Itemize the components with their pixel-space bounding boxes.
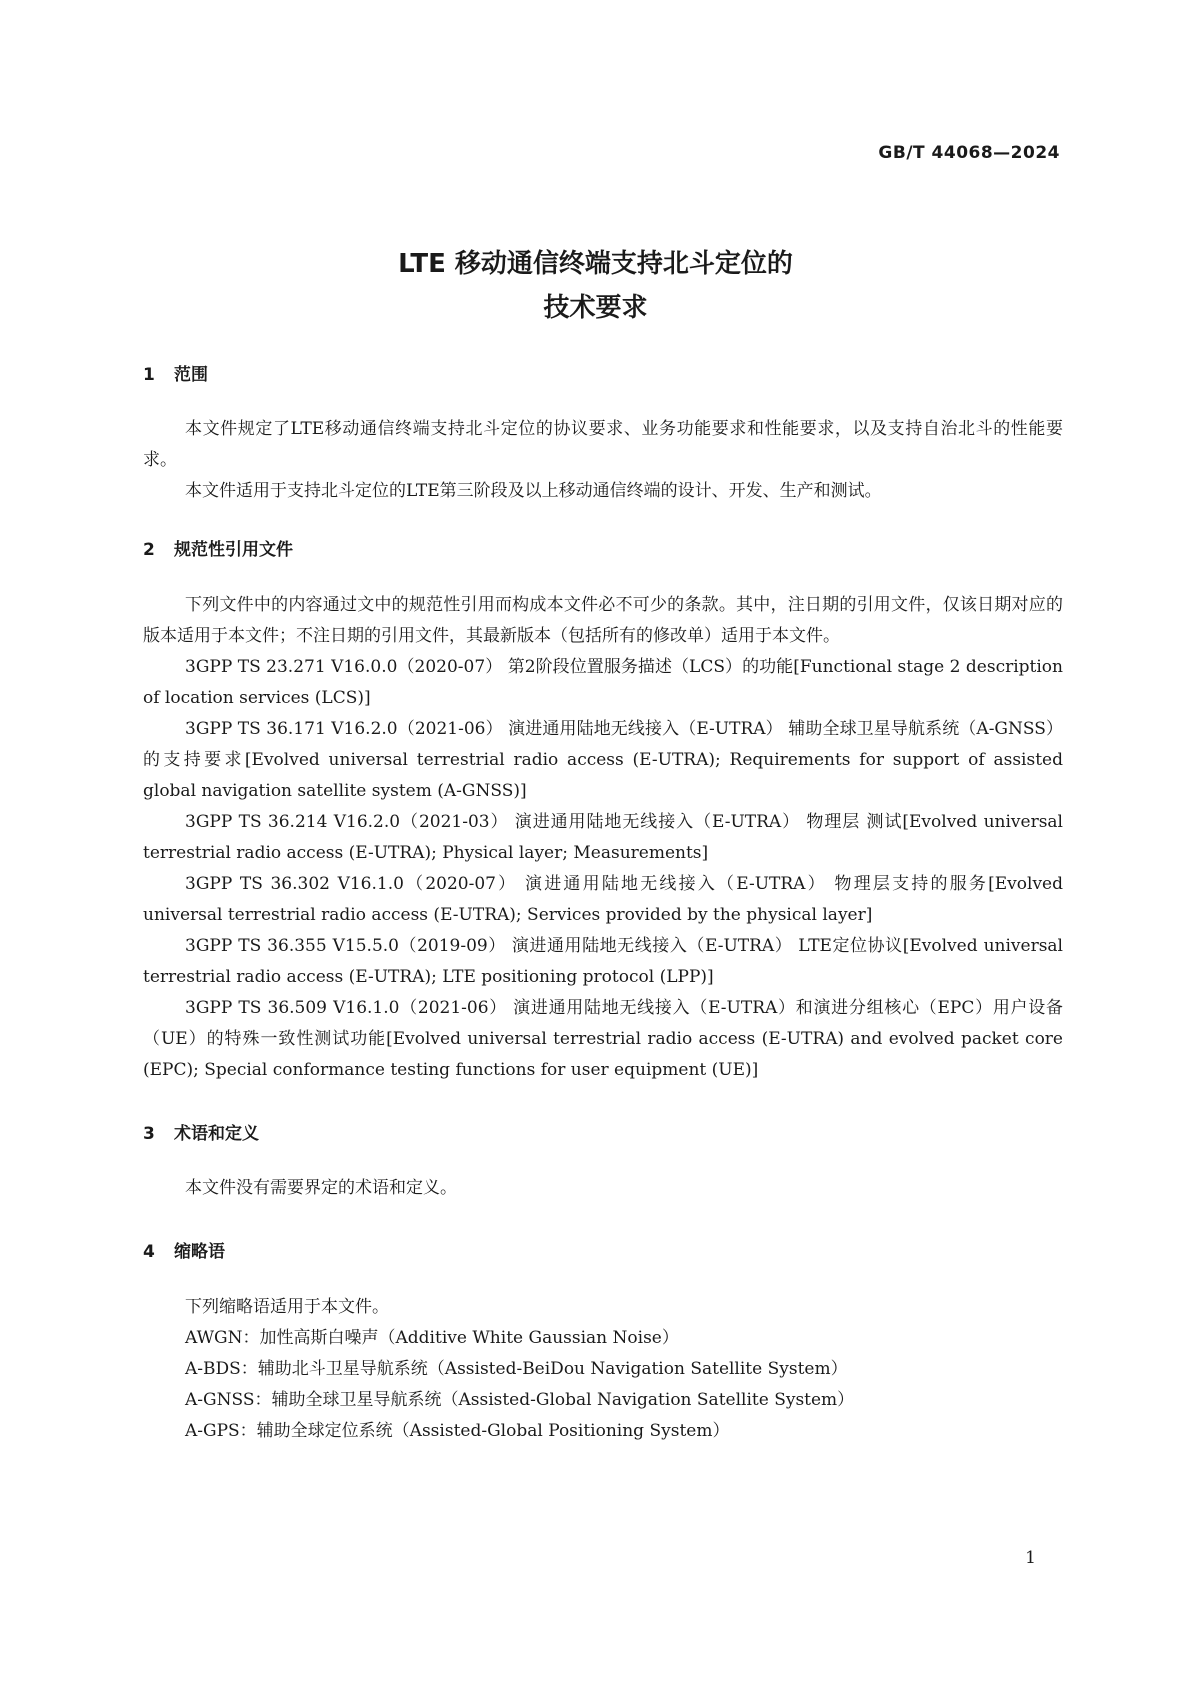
section-number: 3 xyxy=(143,1124,155,1144)
section-terms xyxy=(143,1119,1063,1204)
title-line-1: LTE 移动通信终端支持北斗定位的 xyxy=(398,249,793,279)
section-number: 4 xyxy=(143,1242,155,1262)
abbreviation-item: A-GPS：辅助全球定位系统（Assisted-Global Positioning System） xyxy=(185,1421,730,1441)
document-id: GB/T 44068—2024 xyxy=(878,143,1060,163)
paragraph: 本文件没有需要界定的术语和定义。 xyxy=(185,1178,457,1198)
section-title: 范围 xyxy=(174,365,208,385)
section-heading xyxy=(143,360,1063,390)
paragraph: 本文件规定了LTE移动通信终端支持北斗定位的协议要求、业务功能要求和性能要求，以及支持自治北斗的性能要求。 xyxy=(143,419,1063,470)
section-number: 1 xyxy=(143,365,155,385)
section-scope xyxy=(143,360,1063,507)
reference-item: 3GPP TS 36.509 V16.1.0（2021-06） 演进通用陆地无线接入（E-UTRA）和演进分组核心（EPC）用户设备（UE）的特殊一致性测试功能[Evolved universal terrestrial radio access (E-UTRA) and evolved packet core (EPC); Special conformance testing functions for user equipment (UE)] xyxy=(143,998,1063,1080)
section-heading xyxy=(143,1119,1063,1149)
abbreviation-item: A-BDS：辅助北斗卫星导航系统（Assisted-BeiDou Navigation Satellite System） xyxy=(185,1359,848,1379)
section-heading xyxy=(143,535,1063,565)
reference-item: 3GPP TS 36.214 V16.2.0（2021-03） 演进通用陆地无线接入（E-UTRA） 物理层 测试[Evolved universal terrestrial radio access (E-UTRA); Physical layer; Measurements] xyxy=(143,812,1063,863)
paragraph: 下列缩略语适用于本文件。 xyxy=(185,1297,389,1317)
paragraph: 下列文件中的内容通过文中的规范性引用而构成本文件必不可少的条款。其中，注日期的引用文件，仅该日期对应的版本适用于本文件；不注日期的引用文件，其最新版本（包括所有的修改单）适用于本文件。 xyxy=(143,595,1063,646)
paragraph: 本文件适用于支持北斗定位的LTE第三阶段及以上移动通信终端的设计、开发、生产和测试。 xyxy=(185,481,882,501)
section-abbreviations xyxy=(143,1237,1063,1447)
reference-item: 3GPP TS 36.171 V16.2.0（2021-06） 演进通用陆地无线接入（E-UTRA） 辅助全球卫星导航系统（A-GNSS）的支持要求[Evolved universal terrestrial radio access (E-UTRA); Requirements for support of assisted global navigation satellite system (A-GNSS)] xyxy=(143,719,1063,801)
abbreviation-item: AWGN：加性高斯白噪声（Additive White Gaussian Noise） xyxy=(185,1328,679,1348)
section-title: 缩略语 xyxy=(174,1242,225,1262)
reference-item: 3GPP TS 23.271 V16.0.0（2020-07） 第2阶段位置服务描述（LCS）的功能[Functional stage 2 description of location services (LCS)] xyxy=(143,657,1063,708)
title-line-2: 技术要求 xyxy=(543,293,648,323)
abbreviation-item: A-GNSS：辅助全球卫星导航系统（Assisted-Global Navigation Satellite System） xyxy=(185,1390,855,1410)
reference-item: 3GPP TS 36.355 V15.5.0（2019-09） 演进通用陆地无线接入（E-UTRA） LTE定位协议[Evolved universal terrestrial radio access (E-UTRA); LTE positioning protocol (LPP)] xyxy=(143,936,1063,987)
section-title: 术语和定义 xyxy=(174,1124,259,1144)
document-title xyxy=(0,242,1191,330)
section-title: 规范性引用文件 xyxy=(174,540,293,560)
reference-item: 3GPP TS 36.302 V16.1.0（2020-07） 演进通用陆地无线接入（E-UTRA） 物理层支持的服务[Evolved universal terrestrial radio access (E-UTRA); Services provided by the physical layer] xyxy=(143,874,1063,925)
section-heading xyxy=(143,1237,1063,1267)
section-normative-references xyxy=(143,535,1063,1086)
section-number: 2 xyxy=(143,540,155,560)
page-number: 1 xyxy=(1025,1548,1036,1568)
